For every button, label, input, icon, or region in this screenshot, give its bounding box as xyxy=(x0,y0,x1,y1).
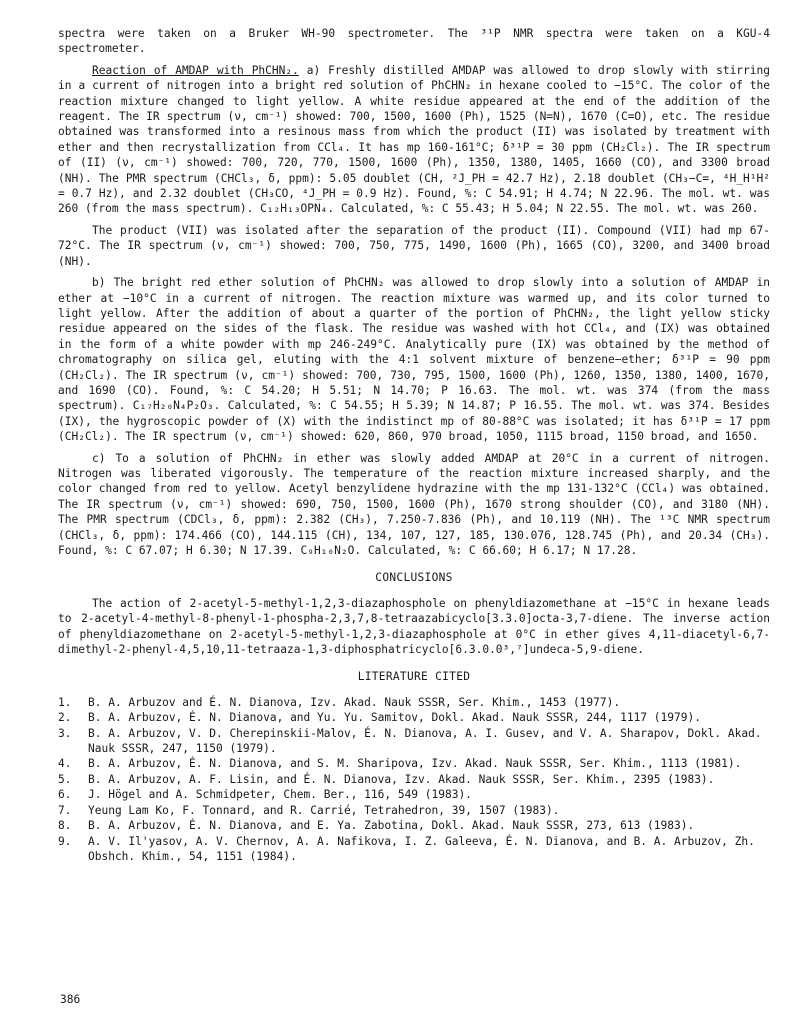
page-number: 386 xyxy=(60,993,81,1006)
reference-text: B. A. Arbuzov, É. N. Dianova, and S. M. Sharipova, Izv. Akad. Nauk SSSR, Ser. Khim., 1113 (1981). xyxy=(88,757,742,771)
reaction-a-text: a) Freshly distilled AMDAP was allowed to drop slowly with stirring in a current of nitrogen into a bright red solution of PhCHN₂ in hexane cooled to −15°C. The color of the reaction mixture changed to light yellow. A white residue appeared at the end of the addition of the reagent. The IR spectrum (ν, cm⁻¹) showed: 700, 1500, 1600 (Ph), 1525 (N=N), 1670 (C=O), etc. The residue obtained was transformed into a resinous mass from which the product (II) was isolated by treatment with ether and then recrystallization from CCl₄. It has mp 160-161°C; δ³¹P = 30 ppm (CH₂Cl₂). The IR spectrum of (II) (ν, cm⁻¹) showed: 700, 720, 770, 1500, 1600 (Ph), 1350, 1380, 1405, 1660 (CO), and 3300 broad (NH). The PMR spectrum (CHCl₃, δ, ppm): 5.05 doublet (CH, ²J_PH = 42.7 Hz), 2.18 doublet (CH₃−C=, ⁴H_H¹H² = 0.7 Hz), and 2.32 doublet (CH₃CO, ⁴J_PH = 0.9 Hz). Found, %: C 54.91; H 4.74; N 22.96. The mol. wt. was 260 (from the mass spectrum). C₁₂H₁₃OPN₄. Calculated, %: C 55.43; H 5.04; N 22.55. The mol. wt. was 260. xyxy=(58,63,770,216)
reference-text: A. V. Il'yasov, A. V. Chernov, A. A. Nafikova, I. Z. Galeeva, É. N. Dianova, and B. A. Arbuzov, Zh. Obshch. Khim., 54, 1151 (1984). xyxy=(88,834,755,863)
reference-item xyxy=(58,710,770,725)
reference-text: J. Högel and A. Schmidpeter, Chem. Ber., 116, 549 (1983). xyxy=(88,788,472,802)
conclusions-heading: CONCLUSIONS xyxy=(375,571,453,585)
reference-number: 3. xyxy=(58,726,72,740)
reference-text: B. A. Arbuzov, É. N. Dianova, and E. Ya. Zabotina, Dokl. Akad. Nauk SSSR, 273, 613 (1983). xyxy=(88,819,695,833)
reference-text: B. A. Arbuzov, É. N. Dianova, and Yu. Yu. Samitov, Dokl. Akad. Nauk SSSR, 244, 1117 (1979). xyxy=(88,711,701,725)
reaction-a-title: Reaction of AMDAP with PhCHN₂. xyxy=(92,63,299,77)
reference-number: 4. xyxy=(58,757,72,771)
reference-item xyxy=(58,772,770,787)
reference-item xyxy=(58,695,770,710)
reference-item xyxy=(58,787,770,802)
reference-number: 9. xyxy=(58,834,72,848)
reference-number: 7. xyxy=(58,803,72,817)
reaction-a-paragraph xyxy=(58,63,770,217)
conclusions-paragraph: The action of 2-acetyl-5-methyl-1,2,3-diazaphosphole on phenyldiazomethane at −15°C in hexane leads to 2-acetyl-4-methyl-8-phenyl-1-phospha-2,3,7,8-tetraazabicyclo[3.3.0]octa-3,7-diene. The inverse action of phenyldiazomethane on 2-acetyl-5-methyl-1,2,3-diazaphosphole at 0°C in ether gives 4,11-diacetyl-6,7-dimethyl-2-phenyl-4,5,10,11-tetraaza-1,3-diphosphatricyclo[6.3.0.0³,⁷]undeca-5,9-diene. xyxy=(58,596,770,657)
literature-heading: LITERATURE CITED xyxy=(357,670,471,684)
reference-number: 1. xyxy=(58,695,72,709)
reaction-b-paragraph: b) The bright red ether solution of PhCHN₂ was allowed to drop slowly into a solution of AMDAP in ether at −10°C in a current of nitrogen. The reaction mixture was warmed up, and its color turned to light yellow. After the addition of about a quarter of the portion of PhCHN₂, the light yellow sticky residue appeared on the sides of the flask. The residue was washed with hot CCl₄, and (IX) was obtained in the form of a white powder with mp 246-249°C. Analytically pure (IX) was obtained by the method of chromatography on silica gel, eluting with the 4:1 solvent mixture of benzene−ether; δ³¹P = 90 ppm (CH₂Cl₂). The IR spectrum (ν, cm⁻¹) showed: 700, 730, 795, 1500, 1600 (Ph), 1260, 1350, 1380, 1400, 1670, and 1690 (CO). Found, %: C 54.20; H 5.51; N 14.70; P 16.63. The mol. wt. was 374 (from the mass spectrum). C₁₇H₂₀N₄P₂O₃. Calculated, %: C 54.55; H 5.39; N 14.87; P 16.55. The mol. wt. was 374. Besides (IX), the hygroscopic powder of (X) with the indistinct mp of 80-88°C was isolated; it has δ³¹P = 17 ppm (CH₂Cl₂). The IR spectrum (ν, cm⁻¹) showed: 620, 860, 970 broad, 1050, 1115 broad, 1150 broad, and 1650. xyxy=(58,276,770,444)
reference-number: 6. xyxy=(58,788,72,802)
reference-number: 5. xyxy=(58,772,72,786)
product-vii-paragraph: The product (VII) was isolated after the separation of the product (II). Compound (VII) had mp 67-72°C. The IR spectrum (ν, cm⁻¹) showed: 700, 750, 775, 1490, 1600 (Ph), 1665 (CO), 3200, and 3400 broad (NH). xyxy=(58,223,770,268)
reference-item xyxy=(58,726,770,757)
reference-item xyxy=(58,834,770,865)
reference-text: B. A. Arbuzov, V. D. Cherepinskii-Malov, É. N. Dianova, A. I. Gusev, and V. A. Sharapov, Dokl. Akad. Nauk SSSR, 247, 1150 (1979). xyxy=(88,726,762,756)
reference-item xyxy=(58,818,770,833)
intro-paragraph: spectra were taken on a Bruker WH-90 spectrometer. The ³¹P NMR spectra were taken on a KGU-4 spectrometer. xyxy=(58,27,770,56)
reference-item xyxy=(58,756,770,771)
reference-list xyxy=(58,695,770,864)
reference-text: B. A. Arbuzov, A. F. Lisin, and É. N. Dianova, Izv. Akad. Nauk SSSR, Ser. Khim., 2395 (1983). xyxy=(88,772,715,786)
reference-text: Yeung Lam Ko, F. Tonnard, and R. Carrié, Tetrahedron, 39, 1507 (1983). xyxy=(88,803,560,817)
reference-text: B. A. Arbuzov and É. N. Dianova, Izv. Akad. Nauk SSSR, Ser. Khim., 1453 (1977). xyxy=(88,695,621,709)
reference-number: 2. xyxy=(58,711,72,725)
reference-number: 8. xyxy=(58,819,72,833)
document-page xyxy=(58,26,770,864)
reaction-c-paragraph: c) To a solution of PhCHN₂ in ether was slowly added AMDAP at 20°C in a current of nitrogen. Nitrogen was liberated vigorously. The temperature of the reaction mixture increased sharply, and the color changed from red to yellow. Acetyl benzylidene hydrazine with the mp 131-132°C (CCl₄) was obtained. The IR spectrum (ν, cm⁻¹) showed: 690, 750, 1500, 1600 (Ph), 1670 strong shoulder (CO), and 3180 (NH). The PMR spectrum (CDCl₃, δ, ppm): 2.382 (CH₃), 7.250-7.836 (Ph), and 10.119 (NH). The ¹³C NMR spectrum (CHCl₃, δ, ppm): 174.466 (CO), 144.115 (CH), 134, 107, 127, 185, 130.076, 128.745 (Ph), and 20.34 (CH₃). Found, %: C 67.07; H 6.30; N 17.39. C₉H₁₀N₂O. Calculated, %: C 66.60; H 6.17; N 17.28. xyxy=(58,451,770,557)
reference-item xyxy=(58,803,770,818)
